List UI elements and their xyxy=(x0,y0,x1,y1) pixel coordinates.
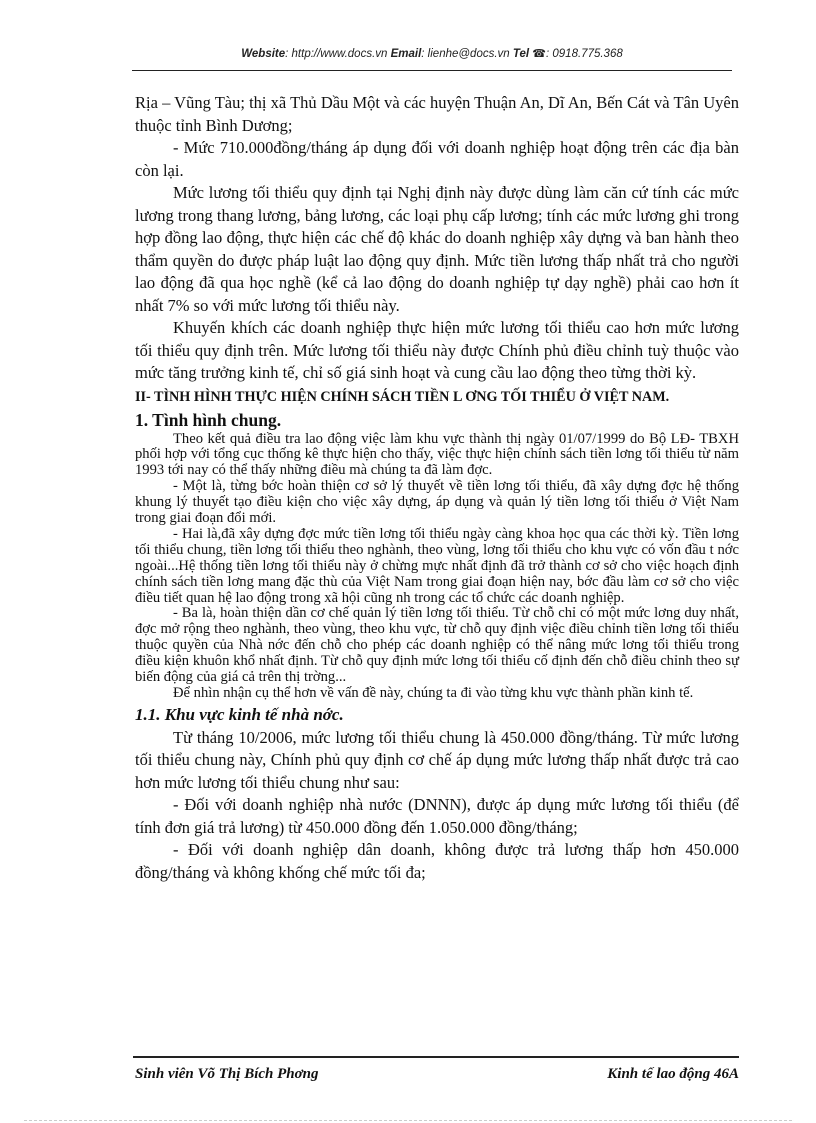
section-heading-1-1: 1.1. Khu vực kinh tế nhà nớc. xyxy=(135,704,344,724)
paragraph: Khuyến khích các doanh nghiệp thực hiện mức lương tối thiểu cao hơn mức lương tối thiểu quy định trên. Mức lương tối thiểu này được Chính phủ điều chỉnh tuỳ thuộc vào mức tăng trưởng kinh tế, chỉ số giá sinh hoạt và cung cầu lao động theo từng thời kỳ. xyxy=(135,318,739,382)
tel-label: Tel xyxy=(512,48,530,60)
footer-class: Kinh tế lao động 46A xyxy=(607,1066,739,1082)
paragraph: Từ tháng 10/2006, mức lương tối thiểu chung là 450.000 đồng/tháng. Từ mức lương tối thiểu chung này, Chính phủ quy định cơ chế áp dụng mức lương thấp nhất được trả cao hơn mức lương tối thiểu chung như sau: xyxy=(135,727,739,792)
email-value: : lienhe@docs.vn xyxy=(421,48,510,60)
paragraph: - Mức 710.000đồng/tháng áp dụng đối với doanh nghiệp hoạt động trên các địa bàn còn lại. xyxy=(135,138,739,180)
page-header xyxy=(132,44,732,71)
paragraph: - Đối với doanh nghiệp nhà nước (DNNN), được áp dụng mức lương tối thiểu (để tính đơn giá trả lương) từ 450.000 đồng đến 1.050.000 đồng/tháng; xyxy=(135,795,739,837)
paragraph: Rịa – Vũng Tàu; thị xã Thủ Dầu Một và các huyện Thuận An, Dĩ An, Bến Cát và Tân Uyên thuộc tỉnh Bình Dương; xyxy=(135,93,739,135)
paragraph: - Đối với doanh nghiệp dân doanh, không được trả lương thấp hơn 450.000 đồng/tháng và không khống chế mức tối đa; xyxy=(135,840,739,882)
telephone-icon: ☎ xyxy=(532,48,546,60)
section-heading-1: 1. Tình hình chung. xyxy=(135,409,282,430)
footer-author: Sinh viên Võ Thị Bích Phơng xyxy=(135,1066,319,1082)
email-label: Email xyxy=(390,48,422,60)
website-value: : http://www.docs.vn xyxy=(285,48,388,60)
website-label: Website xyxy=(241,48,286,60)
page-footer xyxy=(133,1056,739,1082)
paragraph: Mức lương tối thiểu quy định tại Nghị định này được dùng làm căn cứ tính các mức lương trong thang lương, bảng lương, các loại phụ cấp lương; tính các mức lương ghi trong hợp đồng lao động, thực hiện các chế độ khác do doanh nghiệp xây dựng và ban hành theo thẩm quyền do được pháp luật lao động quy định. Mức tiền lương thấp nhất trả cho người lao động đã qua học nghề (kể cả lao động do doanh nghiệp tự dạy nghề) phải cao hơn ít nhất 7% so với mức lương tối thiểu này. xyxy=(135,183,739,315)
tel-value: : 0918.775.368 xyxy=(546,48,623,60)
section-heading-ii: II- TÌNH HÌNH THỰC HIỆN CHÍNH SÁCH TIỀN L ƠNG TỐI THIỂU Ở VIỆT NAM. xyxy=(135,388,670,405)
paragraph: Theo kết quả điều tra lao động việc làm khu vực thành thị ngày 01/07/1999 do Bộ LĐ- TBXH phối hợp với tổng cục thống kê thực hiện cho thấy, việc thực hiện chính sách tiền lơng tối thiểu từ năm 1993 tới nay có thể thấy những điều mà chúng ta đã làm đợc. xyxy=(135,430,739,479)
page-bottom-divider xyxy=(24,1120,792,1121)
paragraph: Để nhìn nhận cụ thể hơn về vấn đề này, chúng ta đi vào từng khu vực thành phần kinh tế. xyxy=(173,685,694,701)
paragraph: - Ba là, hoàn thiện dần cơ chế quản lý tiền lơng tối thiểu. Từ chỗ chỉ có một mức lơng duy nhất, đợc mở rộng theo nghành, theo vùng, theo khu vực, từ chỗ quy định việc điều chỉnh tiền lơng tối thiểu thuộc quyền của Nhà nớc đến chỗ cho phép các doanh nghiệp có thể nâng mức lơng tối thiểu trong điều kiện khuôn khổ nhất định. Từ chỗ quy định mức lơng tối thiểu cố định đến chỗ điều chỉnh theo sự biến động của giá cả trên thị trờng... xyxy=(135,605,739,686)
paragraph: - Hai là,đã xây dựng đợc mức tiền lơng tối thiểu ngày càng khoa học qua các thời kỳ. Tiền lơng tối thiểu chung, tiền lơng tối thiểu theo nghành, theo vùng, lơng tối thiểu cho khu vực có vốn đầu t nớc ngoài...Hệ thống tiền lơng tối thiểu này ở chừng mực nhất định đã trở thành cơ sở cho việc hoạch định chính sách tiền lơng mang đặc thù của Việt Nam trong giai đoạn hiện nay, bớc đầu làm cơ sở cho việc điều tiết quan hệ lao động trong xã hội cũng nh trong các tổ chức các doanh nghiệp. xyxy=(135,525,739,606)
paragraph: - Một là, từng bớc hoàn thiện cơ sở lý thuyết về tiền lơng tối thiểu, đã xây dựng đợc hệ thống khung lý thuyết tạo điều kiện cho việc xây dựng, áp dụng và quản lý tiền lơng tối thiểu ở Việt Nam trong giai đoạn đổi mới. xyxy=(135,478,739,527)
document-body xyxy=(135,92,739,884)
